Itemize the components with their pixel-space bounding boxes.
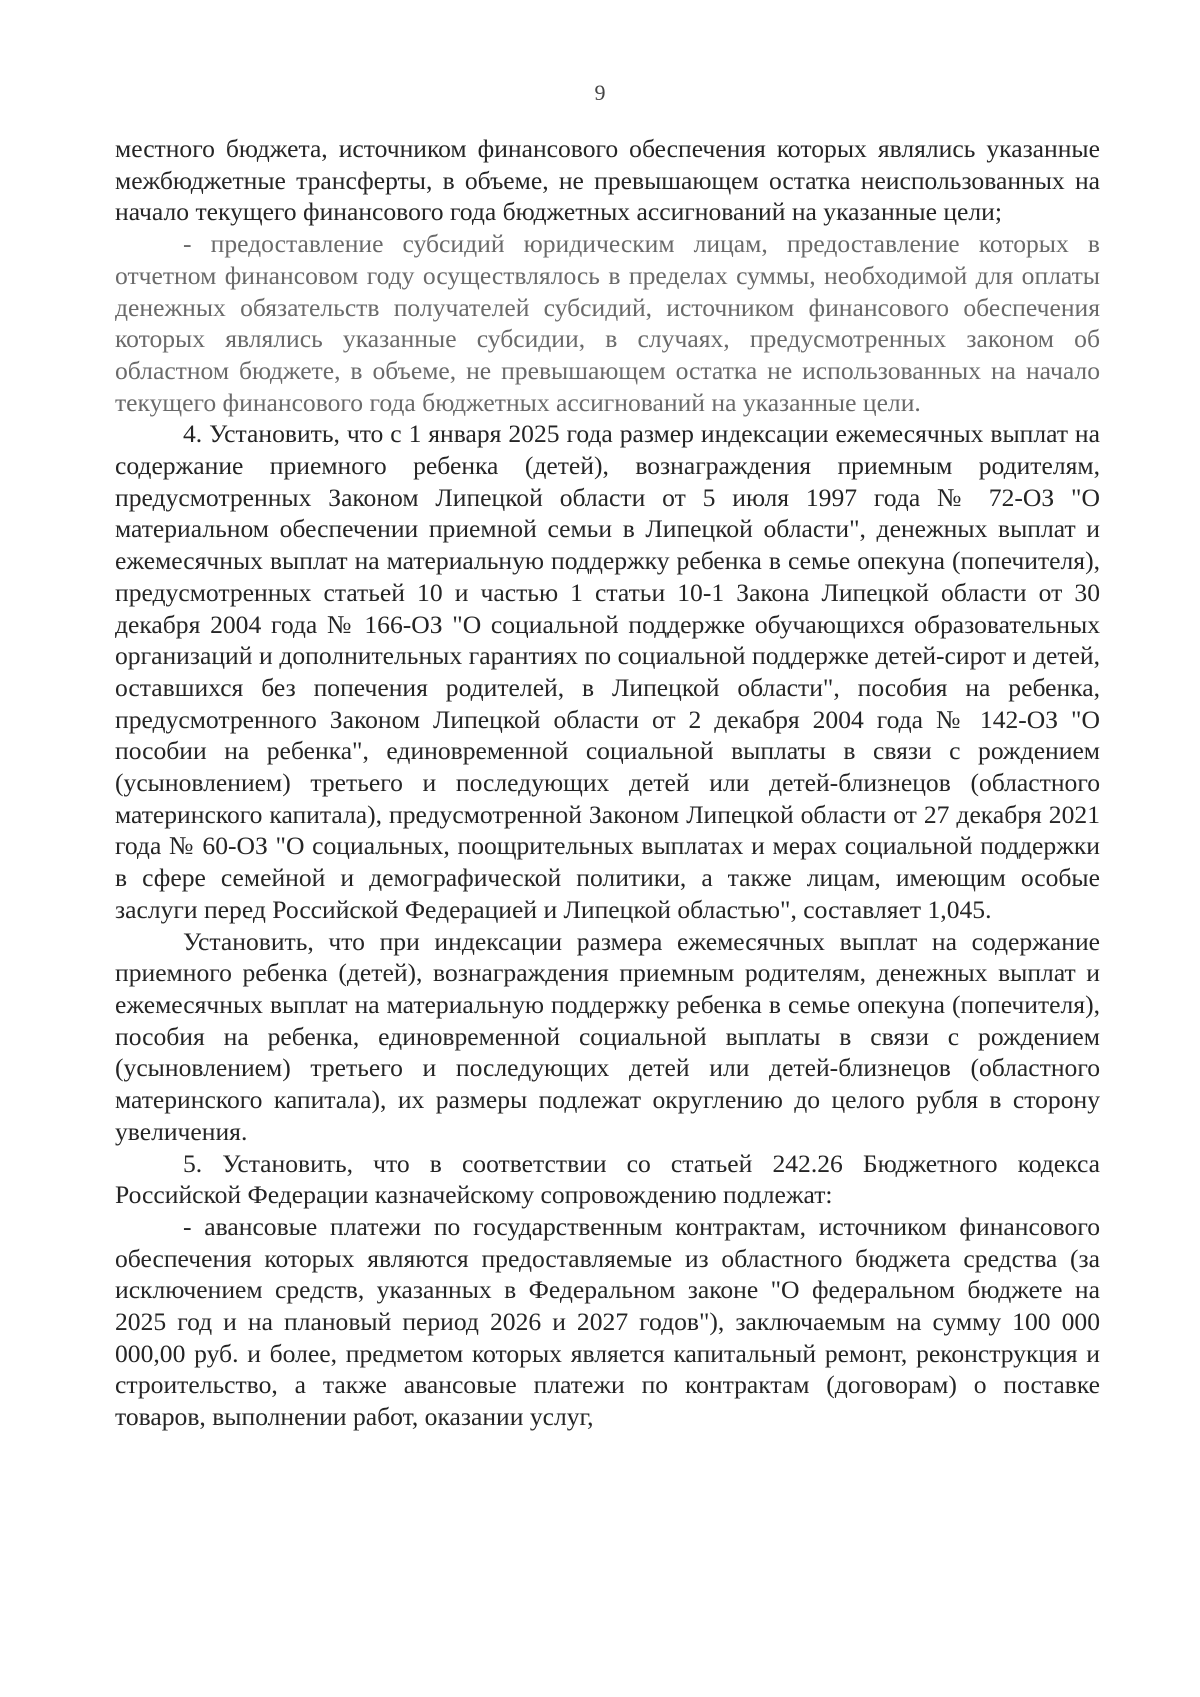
- paragraph-subsidies-item: - предоставление субсидий юридическим лицам, предоставление которых в отчетном финансовом году осуществлялось в пределах суммы, необходимой для оплаты денежных обязательств получателей субсидий, источником финансового обеспечения которых являлись указанные субсидии, в случаях, предусмотренных законом об областном бюджете, в объеме, не превышающем остатка не использованных на начало текущего финансового года бюджетных ассигнований на указанные цели.: [115, 229, 1100, 417]
- document-body: [115, 133, 1100, 1433]
- paragraph-item-4: 4. Установить, что с 1 января 2025 года размер индексации ежемесячных выплат на содержание приемного ребенка (детей), вознаграждения приемным родителям, предусмотренных Законом Липецкой области от 5 июля 1997 года № 72-ОЗ "О материальном обеспечении приемной семьи в Липецкой области", денежных выплат и ежемесячных выплат на материальную поддержку ребенка в семье опекуна (попечителя), предусмотренных статьей 10 и частью 1 статьи 10-1 Закона Липецкой области от 30 декабря 2004 года № 166-ОЗ "О социальной поддержке обучающихся образовательных организаций и дополнительных гарантиях по социальной поддержке детей-сирот и детей, оставшихся без попечения родителей, в Липецкой области", пособия на ребенка, предусмотренного Законом Липецкой области от 2 декабря 2004 года № 142-ОЗ "О пособии на ребенка", единовременной социальной выплаты в связи с рождением (усыновлением) третьего и последующих детей или детей-близнецов (областного материнского капитала), предусмотренной Законом Липецкой области от 27 декабря 2021 года № 60-ОЗ "О социальных, поощрительных выплатах и мерах социальной поддержки в сфере семейной и демографической политики, а также лицам, имеющим особые заслуги перед Российской Федерацией и Липецкой областью", составляет 1,045.: [115, 419, 1100, 924]
- paragraph-advance-payments-item: - авансовые платежи по государственным контрактам, источником финансового обеспечения которых являются предоставляемые из областного бюджета средства (за исключением средств, указанных в Федеральном законе "О федеральном бюджете на 2025 год и на плановый период 2026 и 2027 годов"), заключаемым на сумму 100 000 000,00 руб. и более, предметом которых является капитальный ремонт, реконструкция и строительство, а также авансовые платежи по контрактам (договорам) о поставке товаров, выполнении работ, оказании услуг,: [115, 1211, 1100, 1432]
- paragraph-indexation-rounding: Установить, что при индексации размера ежемесячных выплат на содержание приемного ребенка (детей), вознаграждения приемным родителям, денежных выплат и ежемесячных выплат на материальную поддержку ребенка в семье опекуна (попечителя), пособия на ребенка, единовременной социальной выплаты в связи с рождением (усыновлением) третьего и последующих детей или детей-близнецов (областного материнского капитала), их размеры подлежат округлению до целого рубля в сторону увеличения.: [115, 926, 1100, 1146]
- page-number: 9: [594, 80, 606, 105]
- paragraph-item-5: 5. Установить, что в соответствии со статьей 242.26 Бюджетного кодекса Российской Федерации казначейскому сопровождению подлежат:: [115, 1148, 1100, 1210]
- paragraph-continuation: местного бюджета, источником финансового обеспечения которых являлись указанные межбюджетные трансферты, в объеме, не превышающем остатка неиспользованных на начало текущего финансового года бюджетных ассигнований на указанные цели;: [115, 134, 1100, 227]
